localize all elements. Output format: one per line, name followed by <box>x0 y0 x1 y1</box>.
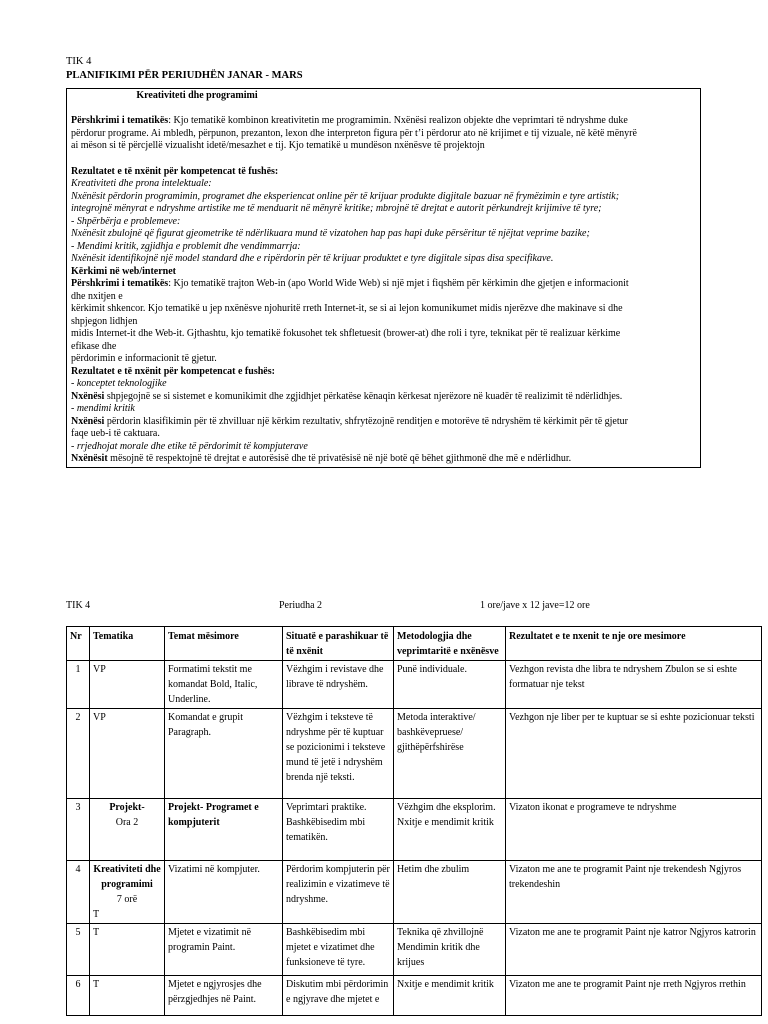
row-situation: Vëzhgim i revistave dhe librave të ndryshëm. <box>283 661 394 709</box>
row-number: 5 <box>67 924 90 976</box>
row-number: 6 <box>67 976 90 1016</box>
row-result: Vizaton ikonat e programeve te ndryshme <box>506 799 762 861</box>
row-topic-text: T <box>93 979 100 990</box>
col-header-methodology: Metodologjia dhe veprimtaritë e nxënësve <box>394 627 506 661</box>
box-line <box>71 140 695 153</box>
row-methodology: Vëzhgim dhe eksplorim. Nxitje e mendimit kritik <box>394 799 506 861</box>
row-lesson: Formatimi tekstit me komandat Bold, Italic, Underline. <box>165 661 283 709</box>
topic-description-box <box>66 88 701 468</box>
table-code: TIK 4 <box>66 600 91 611</box>
box-line <box>71 378 695 391</box>
box-line <box>71 341 695 354</box>
period-label: Periudha 2 <box>279 600 323 611</box>
box-line-text: Nxënësi <box>71 390 105 402</box>
box-line <box>71 166 695 179</box>
box-line <box>71 403 695 416</box>
box-line-text: Nxënësit identifikojnë një model standard dhe e ripërdorin për të krijuar produktet e tyre digjitale sipas disa specifikave. <box>71 253 554 264</box>
box-line-text: : Kjo tematikë trajton Web-in (apo World Wide Web) si një mjet i fiqshëm për kërkimin dhe gjetjen e informacionit <box>168 278 629 289</box>
box-line-text: shpjegojnë se si sistemet e komunikimit dhe zgjidhjet përkatëse kënaqin kërkesat njerëzore në kuadër të realizimit të ndërlidhjes. <box>104 390 623 402</box>
box-line-text: Përshkrimi i tematikës <box>71 115 169 126</box>
box-line <box>71 191 695 204</box>
row-lesson: Komandat e grupit Paragraph. <box>165 709 283 799</box>
row-situation: Diskutim mbi përdorimin e ngjyrave dhe mjetet e <box>283 976 394 1016</box>
row-topic-text: VP <box>93 712 106 723</box>
col-header-lessons: Temat mësimore <box>165 627 283 661</box>
box-line-text: përdorur programe. Ai mbledh, përpunon, prezanton, lexon dhe interpreton figura për t’i përdorur ato në krijimet e tij vizuale, në këtë mënyrë <box>71 127 637 139</box>
box-line-text: dhe nxitjen e <box>71 290 123 302</box>
row-topic <box>90 709 165 799</box>
box-line-text: përdorimin e informacionit të gjetur. <box>71 353 217 364</box>
col-header-nr: Nr <box>67 627 90 661</box>
row-result: Vizaton me ane te programit Paint nje rreth Ngjyros rrethin <box>506 976 762 1016</box>
row-topic <box>90 861 165 924</box>
row-methodology: Teknika që zhvillojnë Mendimin kritik dhe krijues <box>394 924 506 976</box>
box-line-text: faqe ueb-i të caktuara. <box>71 428 160 439</box>
box-line-text: Kreativiteti dhe prona intelektuale: <box>71 178 212 189</box>
row-situation: Vëzhgim i teksteve të ndryshme për të kuptuar se pozicionimi i teksteve mund të jetë i ndryshëm brenda një teksti. <box>283 709 394 799</box>
box-line-text: Nxënësi <box>71 415 105 427</box>
row-lesson: Mjetet e vizatimit në programin Paint. <box>165 924 283 976</box>
row-topic-text: Ora 2 <box>115 817 139 828</box>
box-line <box>71 203 695 216</box>
row-lesson: Mjetet e ngjyrosjes dhe përzgjedhjes në Paint. <box>165 976 283 1016</box>
box-line-text: mësojnë të respektojnë të drejtat e autorësisë dhe të privatësisë në një botë që bëhet gjithmonë dhe më e ndërlidhur. <box>107 453 572 464</box>
box-line <box>71 316 695 329</box>
box-line-text: integrojnë mënyrat e ndryshme artistike me të menduarit në mënyrë kritike; mbrojnë të drejtat e autorit përkundrejt krijimive të tyre; <box>71 203 602 214</box>
box-line-text: Nxënësit zbulojnë që figurat gjeometrike të ndërlikuara mund të vizatohen hap pas hapi duke përsëritur të njëjtat veprime bazike; <box>71 228 590 239</box>
box-line <box>71 241 695 254</box>
table-row <box>67 661 762 709</box>
row-lesson: Projekt- Programet e kompjuterit <box>165 799 283 861</box>
box-line-text: Kërkimi në web/internet <box>71 265 176 277</box>
row-topic-text: 7 orë <box>116 894 138 905</box>
box-heading: Kreativiteti dhe programimi <box>136 90 258 101</box>
row-topic <box>90 661 165 709</box>
box-text <box>71 115 695 466</box>
box-line <box>71 328 695 341</box>
box-line <box>71 391 695 404</box>
box-line <box>71 291 695 304</box>
box-line <box>71 441 695 454</box>
box-line <box>71 228 695 241</box>
row-methodology: Nxitje e mendimit kritik <box>394 976 506 1016</box>
box-line <box>71 266 695 279</box>
box-line <box>71 416 695 429</box>
document-code: TIK 4 <box>66 56 92 67</box>
table-row <box>67 709 762 799</box>
row-number: 4 <box>67 861 90 924</box>
box-line-text: Nxënësit përdorin programimin, programet dhe eksperiencat online për të krijuar produkte digjitale bazuar në frymëzimin e tyre artistik; <box>71 190 620 202</box>
col-header-topic: Tematika <box>90 627 165 661</box>
row-result: Vizaton me ane te programit Paint nje katror Ngjyros katrorin <box>506 924 762 976</box>
table-row <box>67 976 762 1016</box>
box-line-text: - rrjedhojat morale dhe etike të përdorimit të kompjuterave <box>71 440 308 452</box>
row-result: Vizaton me ane te programit Paint nje trekendesh Ngjyros trekendeshin <box>506 861 762 924</box>
table-header-row <box>67 627 762 661</box>
col-header-results: Rezultatet e te nxenit te nje ore mesimore <box>506 627 762 661</box>
box-blank-line <box>71 153 695 166</box>
box-line-text: midis Internet-it dhe Web-it. Gjthashtu, kjo tematikë fokusohet tek shfletuesit (brower-at) dhe roli i tyre, teknikat për të realizuar kërkime <box>71 328 621 339</box>
row-methodology: Hetim dhe zbulim <box>394 861 506 924</box>
row-situation: Përdorim kompjuterin për realizimin e vizatimeve të ndryshme. <box>283 861 394 924</box>
box-line <box>71 115 695 128</box>
box-line <box>71 303 695 316</box>
box-line-text: : Kjo tematikë kombinon kreativitetin me programimin. Nxënësi realizon objekte dhe veprimtari të ndryshme duke <box>168 115 628 126</box>
document-title: PLANIFIKIMI PËR PERIUDHËN JANAR - MARS <box>66 70 303 81</box>
box-line-text: Rezultatet e të nxënit për kompetencat e fushës: <box>71 365 275 377</box>
table-row <box>67 799 762 861</box>
row-situation: Bashkëbisedim mbi mjetet e vizatimet dhe funksioneve të tyre. <box>283 924 394 976</box>
row-topic-text: T <box>93 909 100 920</box>
box-line <box>71 253 695 266</box>
box-line-text: shpjegon lidhjen <box>71 315 138 327</box>
row-situation: Veprimtari praktike. Bashkëbisedim mbi tematikën. <box>283 799 394 861</box>
row-topic-text: Projekt- <box>109 802 145 813</box>
row-number: 2 <box>67 709 90 799</box>
table-row <box>67 924 762 976</box>
plan-table-body <box>67 661 762 1016</box>
box-line <box>71 178 695 191</box>
box-line <box>71 353 695 366</box>
box-line-text: përdorin klasifikimin për të zhvilluar një kërkim rezultativ, shfrytëzojnë renditjen e motorëve të ndryshëm të kërkimit për të gjetur <box>104 415 628 427</box>
col-header-situation: Situatë e parashikuar të të nxënit <box>283 627 394 661</box>
row-number: 1 <box>67 661 90 709</box>
box-line-text: - konceptet teknologjike <box>71 378 167 389</box>
box-line-text: - Mendimi kritik, zgjidhja e problemit dhe vendimmarrja: <box>71 240 301 252</box>
box-line-text: efikase dhe <box>71 340 117 352</box>
box-line <box>71 216 695 229</box>
row-topic-text: T <box>93 927 100 938</box>
row-lesson: Vizatimi në kompjuter. <box>165 861 283 924</box>
table-row <box>67 861 762 924</box>
plan-table <box>66 626 762 1016</box>
box-line-text: Rezultatet e të nxënit për kompetencat të fushës: <box>71 165 279 177</box>
box-line-text: Përshkrimi i tematikës <box>71 278 169 289</box>
box-line <box>71 366 695 379</box>
row-methodology: Metoda interaktive/ bashkëvepruese/ gjithëpërfshirëse <box>394 709 506 799</box>
box-line-text: kërkimit shkencor. Kjo tematikë u jep nxënësve njohuritë rreth Internet-it, se si ai lejon komunikumet midis njerëzve dhe makinave si dhe <box>71 303 623 314</box>
box-line <box>71 453 695 466</box>
box-line-text: - mendimi kritik <box>71 403 135 414</box>
box-line <box>71 278 695 291</box>
box-line-text: Nxënësit <box>71 453 108 464</box>
row-topic-text: VP <box>93 664 106 675</box>
box-line-text: ai mëson si të përcjellë vizualisht idetë/mesazhet e tij. Kjo tematikë u mundëson nxënësve të projektojn <box>71 140 485 151</box>
box-line <box>71 428 695 441</box>
box-line <box>71 128 695 141</box>
row-topic-text: Kreativiteti dhe programimi <box>93 864 161 890</box>
row-result: Vezhgon revista dhe libra te ndryshem Zbulon se si eshte formatuar nje tekst <box>506 661 762 709</box>
row-number: 3 <box>67 799 90 861</box>
row-topic <box>90 799 165 861</box>
row-topic <box>90 924 165 976</box>
row-result: Vezhgon nje liber per te kuptuar se si eshte pozicionuar teksti <box>506 709 762 799</box>
hours-label: 1 ore/jave x 12 jave=12 ore <box>480 600 590 611</box>
row-methodology: Punë individuale. <box>394 661 506 709</box>
box-line-text: - Shpërbërja e problemeve: <box>71 215 181 227</box>
row-topic <box>90 976 165 1016</box>
